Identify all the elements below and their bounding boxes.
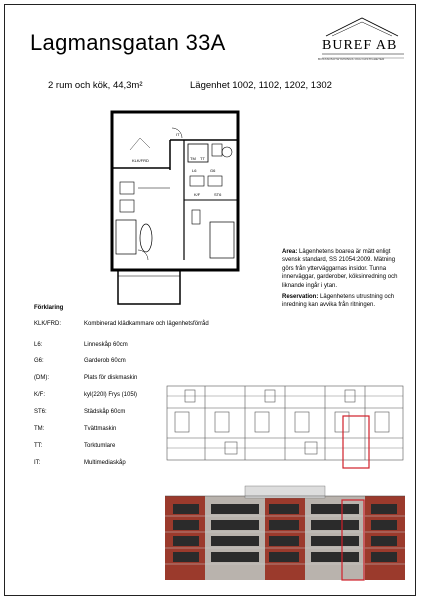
plan-label-tt: TT <box>200 156 205 161</box>
area-note <box>282 248 400 290</box>
page-title: Lagmansgatan 33A <box>30 30 226 55</box>
room-summary: 2 rum och kök, 44,3m² <box>48 80 143 91</box>
floor-plan <box>110 110 245 310</box>
legend-code: ST6: <box>34 409 47 415</box>
legend-code: KLK/FRD: <box>34 321 62 327</box>
reservation-note <box>282 293 400 310</box>
building-site-plan <box>165 378 405 470</box>
legend-code: TT: <box>34 443 43 449</box>
legend-code: G6: <box>34 358 44 364</box>
legend-text: Tvättmaskin <box>84 426 117 432</box>
legend-code: (DM): <box>34 375 49 381</box>
plan-label-kf: K/F <box>194 192 201 197</box>
plan-label-it: IT <box>176 132 180 137</box>
legend-text: Multimediaskåp <box>84 460 126 466</box>
plan-label-l6: L6 <box>192 168 197 173</box>
reservation-label: Reservation: <box>282 293 319 300</box>
legend-code: K/F: <box>34 392 46 398</box>
legend-text: kyl(220l) Frys (105l) <box>84 392 138 398</box>
logo-tagline: BOSTADSUTHYRNINGS OCH FASTIGHETER <box>318 57 385 61</box>
legend-text: Städskåp 60cm <box>84 409 126 415</box>
svg-text:KLK/FRD: KLK/FRD <box>132 158 149 163</box>
legend-code: TM: <box>34 426 45 432</box>
legend-text: Torktumlare <box>84 443 116 449</box>
legend-code: IT: <box>34 460 41 466</box>
legend-text: Kombinerad klädkammare och lägenhetsförråd <box>84 321 209 327</box>
legend-code: L6: <box>34 342 43 348</box>
plan-label-tm: TM <box>190 156 196 161</box>
reservation-text: Lägenhetens utrustning och inredning kan avvika från ritningen. <box>282 293 395 309</box>
apartment-numbers: Lägenhet 1002, 1102, 1202, 1302 <box>190 80 332 91</box>
legend-heading: Förklaring <box>34 305 64 311</box>
info-block <box>282 248 400 313</box>
building-facade <box>165 482 405 582</box>
legend-text: Plats för diskmaskin <box>84 375 138 381</box>
legend-text: Linneskåp 60cm <box>84 342 128 348</box>
area-label: Area: <box>282 249 298 255</box>
plan-label-g6: G6 <box>210 168 216 173</box>
plan-label-st6: ST6 <box>214 192 222 197</box>
area-text: Lägenhetens boarea är mätt enligt svensk standard, SS 21054:2009. Mätning görs från ytterväggarnas insidor. Tunna innerväggar, garderober, köksinredning och liknande ingår i ytan. <box>282 249 398 289</box>
logo-name: BUREF AB <box>322 38 398 53</box>
legend-text: Garderob 60cm <box>84 358 126 364</box>
